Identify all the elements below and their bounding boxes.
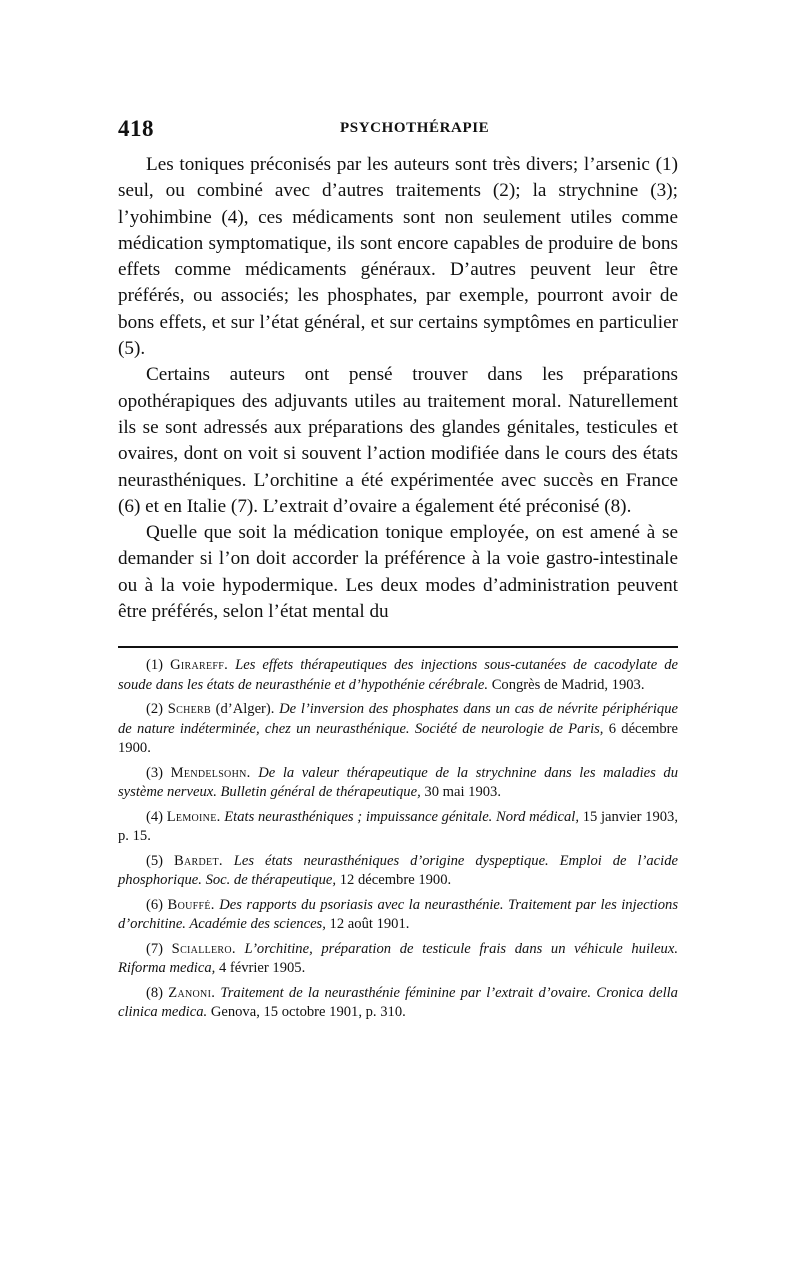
footnote-number: (5) bbox=[146, 852, 164, 869]
paragraph: Les toniques préconisés par les auteurs sont très divers; l’arsenic (1) seul, ou combiné avec d’autres traitements (2); la strychnine (3); l’yohimbine (4), ces médicaments sont non seulement utiles comme médication symptomatique, ils sont encore capables de produire de bons effets comme médicaments généraux. D’autres peuvent leur être préférés, ou associés; les phosphates, par exemple, pourront avoir de bons effets, et sur l’état général, et sur certains symptômes en particulier (5). bbox=[118, 154, 678, 360]
footnote-author-detail: (d’Alger). bbox=[215, 701, 275, 717]
footnotes bbox=[118, 656, 678, 1028]
main-text bbox=[118, 152, 678, 625]
footnote-details: 30 mai 1903. bbox=[424, 784, 502, 800]
footnote-number: (1) bbox=[146, 657, 164, 673]
footnote-title: L’orchitine, préparation de testicule frais dans un véhicule huileux. Riforma medica, bbox=[118, 940, 678, 976]
running-head: PSYCHOTHÉRAPIE bbox=[340, 120, 490, 136]
footnote bbox=[118, 984, 678, 1023]
footnote bbox=[118, 852, 678, 891]
footnote-details: 6 décembre 1900. bbox=[118, 720, 678, 756]
footnote bbox=[118, 896, 678, 935]
footnote-author: Lemoine. bbox=[166, 808, 221, 825]
footnote-author: Bouffé. bbox=[167, 896, 215, 913]
footnote-author: Sciallero. bbox=[171, 940, 236, 957]
footnote-title: Les effets thérapeutiques des injections sous-cutanées de cacodylate de soude dans les états de neurasthénie et d’hypothénie cérébrale. bbox=[118, 657, 678, 693]
footnote-divider bbox=[118, 646, 678, 648]
footnote-author: Bardet. bbox=[173, 852, 223, 869]
footnote bbox=[118, 808, 678, 847]
footnote-title: De la valeur thérapeutique de la strychnine dans les maladies du système nerveux. Bulletin général de thérapeutique, bbox=[118, 764, 679, 800]
footnote-details: 4 février 1905. bbox=[218, 960, 306, 976]
page-number: 418 bbox=[118, 116, 154, 141]
paragraph: Certains auteurs ont pensé trouver dans les préparations opothérapiques des adjuvants utiles au traitement moral. Naturellement ils se sont adressés aux préparations des glandes génitales, testicules et ovaires, dont on voit si souvent l’action modifiée dans le cours des états neurasthéniques. L’orchitine a été expérimentée avec succès en France (6) et en Italie (7). L’extrait d’ovaire a également été préconisé (8). bbox=[118, 364, 678, 517]
footnote-title: Les états neurasthéniques d’origine dyspeptique. Emploi de l’acide phosphorique. Soc. de thérapeutique, bbox=[118, 852, 678, 888]
page-header bbox=[118, 116, 678, 142]
footnote-title: De l’inversion des phosphates dans un cas de névrite périphérique de nature indéterminée, chez un neurasthénique. Société de neurologie de Paris, bbox=[118, 701, 678, 737]
footnote-number: (7) bbox=[146, 940, 164, 957]
footnote bbox=[118, 940, 678, 979]
paragraph: Quelle que soit la médication tonique employée, on est amené à se demander si l’on doit accorder la préférence à la voie gastro-intestinale ou à la voie hypodermique. Les deux modes d’administration peuvent être préférés, selon l’état mental du bbox=[118, 522, 678, 623]
footnote-details: 12 décembre 1900. bbox=[339, 872, 452, 888]
footnote bbox=[118, 656, 678, 695]
footnote-title: Des rapports du psoriasis avec la neurasthénie. Traitement par les injections d’orchitine. Académie des sciences, bbox=[118, 896, 678, 932]
footnote-author: Mendelsohn. bbox=[170, 764, 251, 781]
footnote bbox=[118, 764, 678, 803]
footnote bbox=[118, 700, 678, 759]
footnote-number: (3) bbox=[146, 764, 164, 781]
footnote-details: 12 août 1901. bbox=[329, 916, 410, 932]
footnote-number: (8) bbox=[146, 984, 164, 1001]
footnote-author: Girareff. bbox=[170, 657, 229, 673]
footnote-number: (6) bbox=[146, 896, 164, 913]
footnote-details: Congrès de Madrid, 1903. bbox=[491, 676, 645, 693]
footnote-author: Scherb bbox=[167, 701, 211, 717]
footnote-title: Etats neurasthéniques ; impuissance génitale. Nord médical, bbox=[224, 808, 579, 825]
footnote-title: Traitement de la neurasthénie féminine par l’extrait d’ovaire. Cronica della clinica medica. bbox=[118, 984, 678, 1020]
footnote-details: Genova, 15 octobre 1901, p. 310. bbox=[210, 1004, 406, 1020]
footnote-number: (2) bbox=[146, 701, 164, 717]
footnote-number: (4) bbox=[146, 808, 164, 825]
footnote-author: Zanoni. bbox=[168, 984, 216, 1001]
footnote-details: 15 janvier 1903, p. 15. bbox=[118, 808, 678, 844]
